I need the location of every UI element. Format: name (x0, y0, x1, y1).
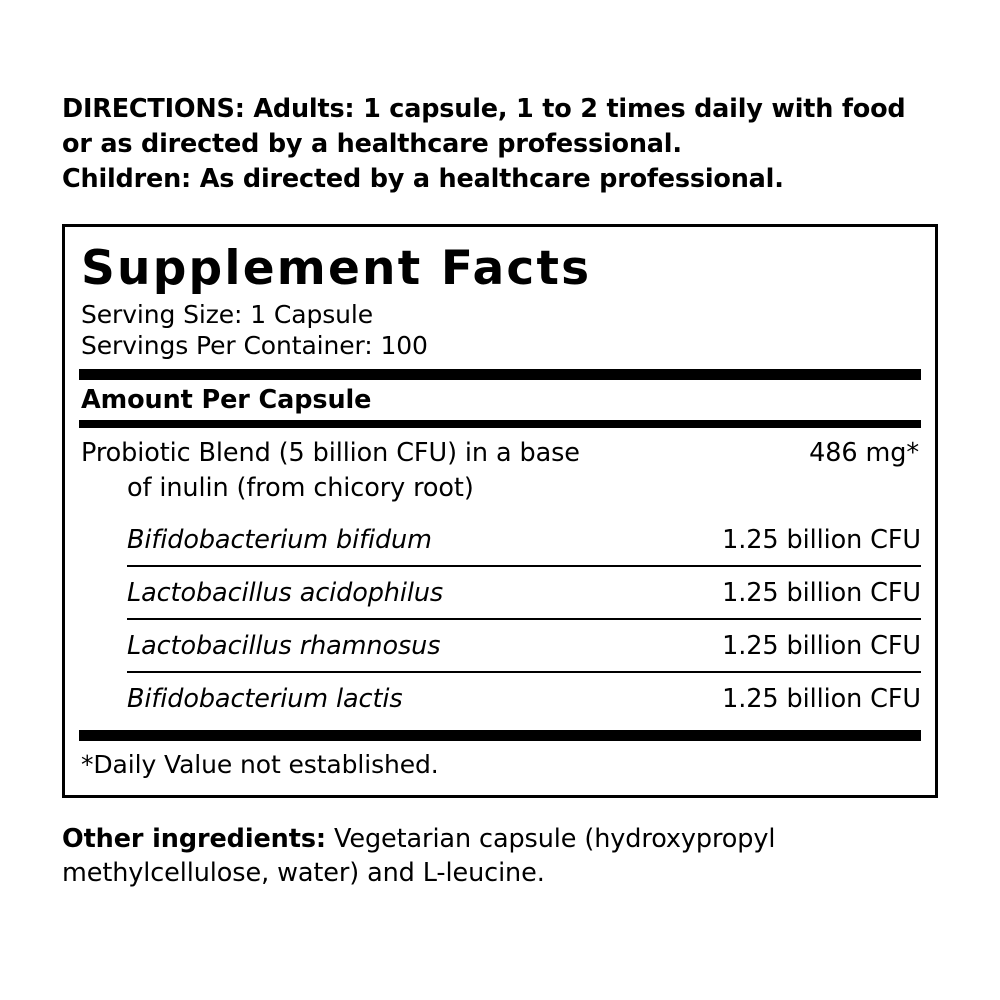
strain-amount: 1.25 billion CFU (722, 684, 921, 714)
probiotic-blend-name-line-1: Probiotic Blend (5 billion CFU) in a base (81, 438, 580, 468)
other-ingredients-text: Vegetarian capsule (hydroxypropyl methylcellulose, water) and L-leucine. (62, 824, 776, 888)
strain-name: Bifidobacterium lactis (127, 684, 403, 714)
servings-per-container: Servings Per Container: 100 (81, 331, 428, 360)
strain-amount: 1.25 billion CFU (722, 578, 921, 608)
supplement-facts-panel (62, 224, 938, 798)
probiotic-blend-name-line-2: of inulin (from chicory root) (127, 473, 474, 503)
directions-line-1: DIRECTIONS: Adults: 1 capsule, 1 to 2 times daily with food (62, 94, 906, 124)
amount-per-capsule-header: Amount Per Capsule (81, 385, 372, 415)
probiotic-blend-name (81, 436, 580, 506)
table-row (127, 671, 921, 724)
probiotic-blend-row (79, 428, 921, 508)
daily-value-footnote: *Daily Value not established. (81, 750, 439, 779)
strain-name: Lactobacillus rhamnosus (127, 631, 441, 661)
strain-amount: 1.25 billion CFU (722, 525, 921, 555)
table-row (127, 618, 921, 671)
strain-name: Lactobacillus acidophilus (127, 578, 444, 608)
other-ingredients-label: Other ingredients: (62, 824, 326, 854)
table-row (127, 565, 921, 618)
directions-line-3: Children: As directed by a healthcare professional. (62, 164, 784, 194)
directions-line-2: or as directed by a healthcare professional. (62, 129, 682, 159)
table-row (127, 514, 921, 565)
serving-size: Serving Size: 1 Capsule (81, 300, 374, 329)
rule-above-footnote (79, 730, 921, 741)
panel-title: Supplement Facts (81, 241, 592, 296)
rule-above-amount (79, 369, 921, 380)
probiotic-blend-amount: 486 mg* (809, 438, 919, 468)
directions-block (62, 92, 942, 197)
other-ingredients-block (62, 822, 952, 890)
strain-name: Bifidobacterium bifidum (127, 525, 432, 555)
rule-below-amount (79, 420, 921, 428)
strain-list (127, 514, 921, 724)
strain-amount: 1.25 billion CFU (722, 631, 921, 661)
